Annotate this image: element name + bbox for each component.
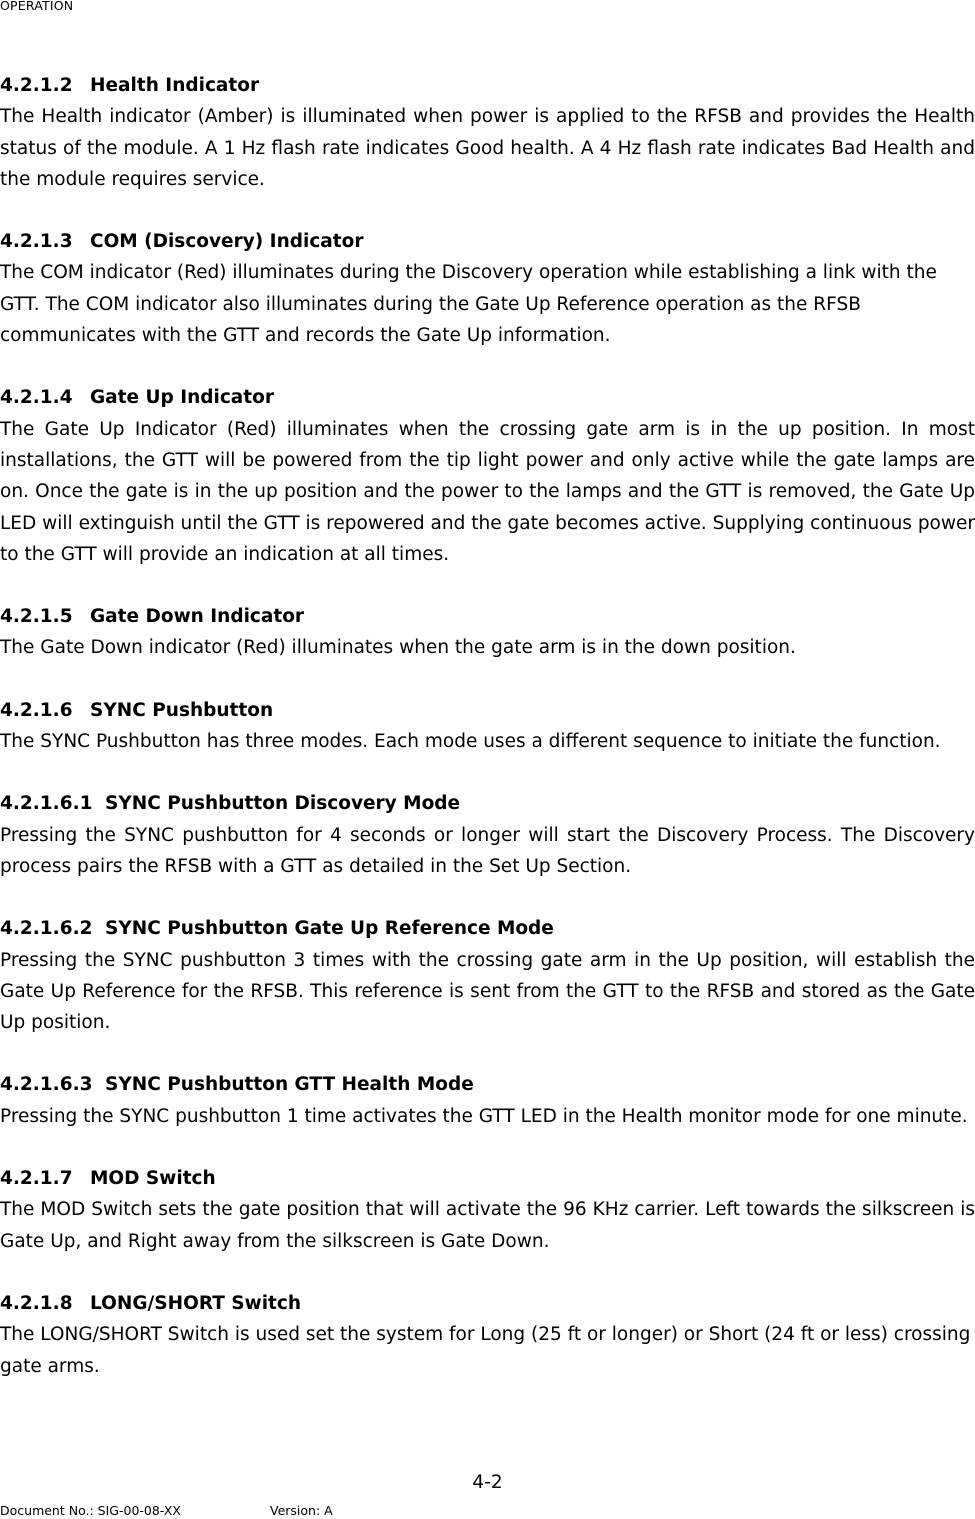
section-heading — [0, 913, 975, 944]
section-gate-down-indicator — [0, 601, 975, 664]
section-number: 4.2.1.2 — [0, 75, 73, 96]
section-title: SYNC Pushbutton Discovery Mode — [105, 793, 461, 815]
section-title: SYNC Pushbutton Gate Up Reference Mode — [105, 918, 554, 940]
section-heading — [0, 1288, 975, 1319]
page-number: 4-2 — [472, 1472, 503, 1493]
section-mod-switch — [0, 1163, 975, 1257]
section-title: SYNC Pushbutton GTT Health Mode — [105, 1074, 474, 1096]
section-title: Gate Down Indicator — [90, 606, 305, 628]
section-heading — [0, 695, 975, 726]
document-footer — [0, 1503, 333, 1518]
section-body: The SYNC Pushbutton has three modes. Each mode uses a different sequence to initiate the function. — [0, 731, 941, 753]
section-sync-gtt-health-mode — [0, 1069, 975, 1132]
section-number: 4.2.1.4 — [0, 387, 73, 409]
section-title: LONG/SHORT Switch — [90, 1292, 302, 1314]
section-heading — [0, 70, 975, 101]
document-version: Version: A — [270, 1503, 333, 1518]
section-body: Pressing the SYNC pushbutton 3 times with the crossing gate arm in the Up position, will establish the Gate Up Reference for the RFSB. This reference is sent from the GTT to the RFSB and stored as the Gate Up position. — [0, 949, 975, 1034]
section-sync-gate-up-reference-mode — [0, 913, 975, 1038]
section-number: 4.2.1.7 — [0, 1168, 73, 1190]
section-heading — [0, 226, 975, 257]
running-header: OPERATION — [0, 0, 74, 13]
section-number: 4.2.1.8 — [0, 1292, 73, 1314]
section-title: Gate Up Indicator — [90, 387, 274, 409]
section-body: The Gate Up Indicator (Red) illuminates when the crossing gate arm is in the up position. In most installations, the GTT will be powered from the tip light power and only active while the gate lamps are on. Once the gate is in the up position and the power to the lamps and the GTT is removed, the Gate Up LED will extinguish until the GTT is repowered and the gate becomes active. Supplying continuous power to the GTT will provide an indication at all times. — [0, 418, 975, 565]
section-title: Health Indicator — [90, 75, 260, 96]
section-number: 4.2.1.6.3 — [0, 1074, 93, 1096]
section-body: The MOD Switch sets the gate position that will activate the 96 KHz carrier. Left towards the silkscreen is Gate Up, and Right away from the silkscreen is Gate Down. — [0, 1199, 975, 1252]
section-sync-discovery-mode — [0, 788, 975, 882]
section-com-indicator — [0, 226, 975, 351]
section-gate-up-indicator — [0, 382, 975, 570]
document-number: Document No.: SIG-00-08-XX — [0, 1503, 181, 1518]
section-heading — [0, 1069, 975, 1100]
section-sync-pushbutton — [0, 695, 975, 758]
section-heading — [0, 788, 975, 819]
section-heading — [0, 1163, 975, 1194]
section-body: Pressing the SYNC pushbutton 1 time activates the GTT LED in the Health monitor mode for one minute. — [0, 1105, 968, 1127]
section-number: 4.2.1.3 — [0, 231, 73, 253]
section-body: The Health indicator (Amber) is illuminated when power is applied to the RFSB and provides the Health status of the module. A 1 Hz flash rate indicates Good health. A 4 Hz flash rate indicates Bad Health and the module requires service. — [0, 106, 975, 190]
section-long-short-switch — [0, 1288, 975, 1382]
section-body: Pressing the SYNC pushbutton for 4 seconds or longer will start the Discovery Process. The Discovery process pairs the RFSB with a GTT as detailed in the Set Up Section. — [0, 824, 975, 877]
section-body: The LONG/SHORT Switch is used set the system for Long (25 ft or longer) or Short (24 ft or less) crossing gate arms. — [0, 1324, 971, 1377]
section-title: MOD Switch — [90, 1168, 216, 1190]
page-content — [0, 70, 975, 1413]
section-heading — [0, 382, 975, 413]
section-number: 4.2.1.6.2 — [0, 918, 93, 940]
section-body: The Gate Down indicator (Red) illuminates when the gate arm is in the down position. — [0, 637, 796, 659]
section-number: 4.2.1.6.1 — [0, 793, 93, 815]
section-health-indicator — [0, 70, 975, 195]
section-title: SYNC Pushbutton — [90, 699, 274, 721]
section-heading — [0, 601, 975, 632]
section-title: COM (Discovery) Indicator — [90, 231, 364, 253]
section-body: The COM indicator (Red) illuminates during the Discovery operation while establishing a link with the GTT. The COM indicator also illuminates during the Gate Up Reference operation as the RFSB communicates with the GTT and records the Gate Up information. — [0, 262, 937, 347]
section-number: 4.2.1.5 — [0, 606, 73, 628]
section-number: 4.2.1.6 — [0, 699, 73, 721]
